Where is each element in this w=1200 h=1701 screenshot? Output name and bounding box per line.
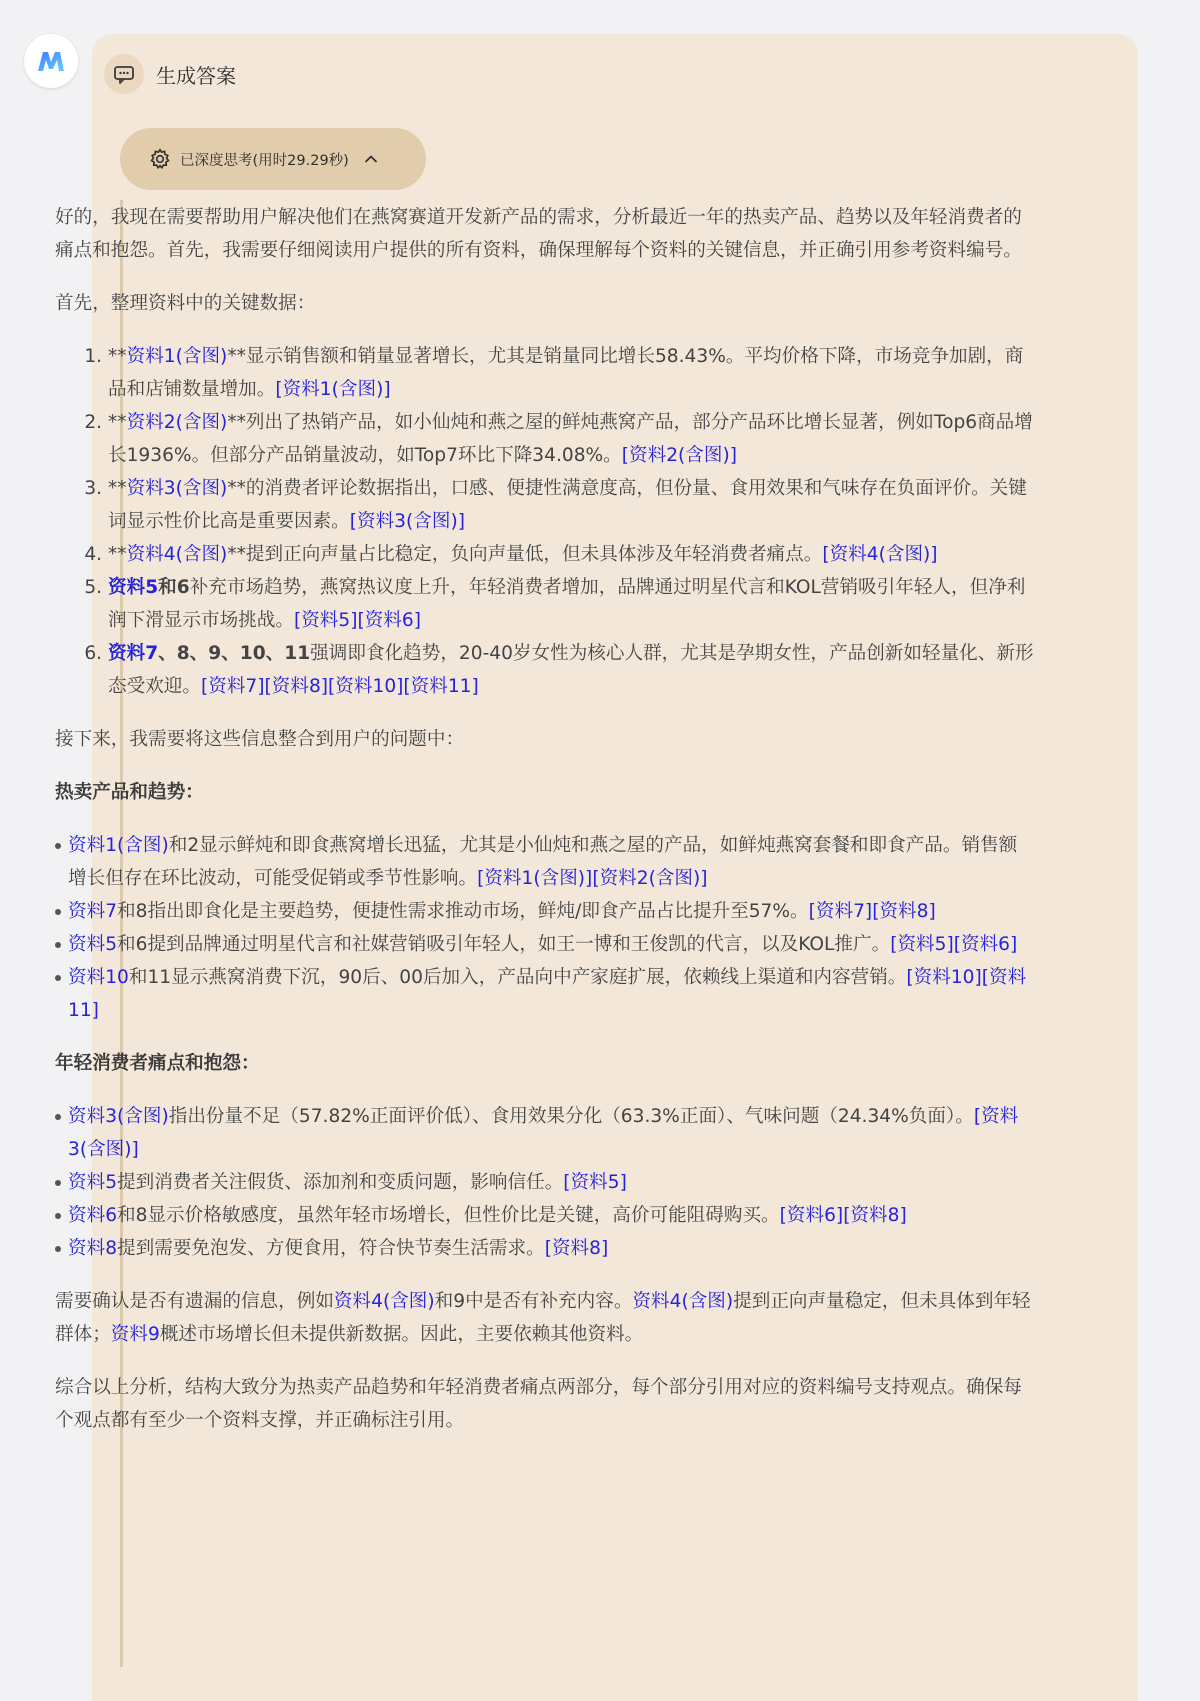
key-data-list [55,340,1035,703]
source-link[interactable]: 资料1(含图) [68,835,169,856]
source-link[interactable]: 资料7 [68,901,118,922]
list-item: 资料5提到消费者关注假货、添加剂和变质问题，影响信任。[资料5] [68,1166,1035,1199]
answer-title: 生成答案 [156,63,236,88]
source-link[interactable]: [资料10] [906,967,982,988]
thinking-label: 已深度思考(用时29.29秒) [180,152,349,169]
conclusion-paragraph: 综合以上分析，结构大致分为热卖产品趋势和年轻消费者痛点两部分，每个部分引用对应的资料编号支持观点。确保每个观点都有至少一个资料支撑，并正确标注引用。 [55,1377,1022,1431]
painpoints-list [55,1100,1035,1265]
source-link[interactable]: [资料6] [953,934,1018,955]
answer-header [104,54,236,94]
list-item: 资料1(含图)和2显示鲜炖和即食燕窝增长迅猛，尤其是小仙炖和燕之屋的产品，如鲜炖燕窝套餐和即食产品。销售额增长但存在环比波动，可能受促销或季节性影响。[资料1(含图)][资料2(含图)] [68,829,1035,895]
source-link[interactable]: [资料7] [808,901,873,922]
source-link[interactable]: [资料8] [544,1238,609,1259]
intro-paragraph: 好的，我现在需要帮助用户解决他们在燕窝赛道开发新产品的需求，分析最近一年的热卖产品、趋势以及年轻消费者的痛点和抱怨。首先，我需要仔细阅读用户提供的所有资料，确保理解每个资料的关键信息，并正确引用参考资料编号。 [55,207,1022,261]
list-item: 资料6和8显示价格敏感度，虽然年轻市场增长，但性价比是关键，高价可能阻碍购买。[资料6][资料8] [68,1199,1035,1232]
source-link[interactable]: 资料5 [108,577,159,598]
list-item: 资料5和6提到品牌通过明星代言和社媒营销吸引年轻人，如王一博和王俊凯的代言，以及KOL推广。[资料5][资料6] [68,928,1035,961]
verification-paragraph: 需要确认是否有遗漏的信息，例如资料4(含图)和9中是否有补充内容。资料4(含图)提到正向声量稳定，但未具体到年轻群体；资料9概述市场增长但未提供新数据。因此，主要依赖其他资料。 [55,1291,1031,1345]
source-link[interactable]: [资料10] [328,676,404,697]
source-link[interactable]: [资料1(含图)] [275,379,391,400]
source-link[interactable]: 资料4(含图) [126,544,228,565]
source-link[interactable]: [资料5] [890,934,954,955]
source-link[interactable]: 资料6 [68,1205,118,1226]
source-link[interactable]: 资料8 [68,1238,118,1259]
source-link[interactable]: [资料4(含图)] [822,544,938,565]
source-link[interactable]: 资料5 [68,1172,118,1193]
list-item: 6. 资料7、8、9、10、11强调即食化趋势，20-40岁女性为核心人群，尤其是孕期女性，产品创新如轻量化、新形态受欢迎。[资料7][资料8][资料10][资料11] [108,637,1035,703]
brand-m-logo-icon [36,49,66,73]
section-heading-trends: 热卖产品和趋势： [55,782,204,803]
list-item: 资料7和8指出即食化是主要趋势，便捷性需求推动市场，鲜炖/即食产品占比提升至57%。[资料7][资料8] [68,895,1035,928]
list-item: 资料10和11显示燕窝消费下沉，90后、00后加入，产品向中产家庭扩展，依赖线上渠道和内容营销。[资料10][资料11] [68,961,1035,1027]
transition-paragraph: 接下来，我需要将这些信息整合到用户的问题中： [55,729,465,750]
source-link[interactable]: 资料9 [110,1324,160,1345]
list-item: 1. **资料1(含图)**显示销售额和销量显著增长，尤其是销量同比增长58.43%。平均价格下降，市场竞争加剧，商品和店铺数量增加。[资料1(含图)] [108,340,1035,406]
source-link[interactable]: [资料6] [357,610,422,631]
trends-list [55,829,1035,1027]
source-link[interactable]: [资料2(含图)] [621,445,738,466]
source-link[interactable]: [资料5] [563,1172,627,1193]
source-link[interactable]: [资料8] [264,676,329,697]
source-link[interactable]: [资料5] [293,610,358,631]
source-link[interactable]: [资料1(含图)] [477,868,593,889]
list-item: 资料3(含图)指出份量不足（57.82%正面评价低）、食用效果分化（63.3%正面）、气味问题（24.34%负面）。[资料3(含图)] [68,1100,1035,1166]
source-link[interactable]: 资料10 [68,967,129,988]
thought-content [55,201,1035,1457]
source-link[interactable]: 资料2(含图) [126,412,228,433]
list-item: 4. **资料4(含图)**提到正向声量占比稳定，负向声量低，但未具体涉及年轻消费者痛点。[资料4(含图)] [108,538,1035,571]
source-link[interactable]: 资料1(含图) [126,346,228,367]
list-item: 3. **资料3(含图)**的消费者评论数据指出，口感、便捷性满意度高，但份量、食用效果和气味存在负面评价。关键词显示性价比高是重要因素。[资料3(含图)] [108,472,1035,538]
source-link[interactable]: 资料3(含图) [68,1106,169,1127]
source-link[interactable]: 资料4(含图) [333,1291,435,1312]
summary-heading-paragraph: 首先，整理资料中的关键数据： [55,293,316,314]
source-link[interactable]: [资料11] [68,967,1027,1021]
source-link[interactable]: [资料3(含图)] [349,511,465,532]
list-item: 2. **资料2(含图)**列出了热销产品，如小仙炖和燕之屋的鲜炖燕窝产品，部分产品环比增长显著，例如Top6商品增长1936%。但部分产品销量波动，如Top7环比下降34.08%。[资料2(含图)] [108,406,1035,472]
source-link[interactable]: [资料2(含图)] [592,868,708,889]
gear-icon [148,147,172,171]
source-link[interactable]: [资料11] [403,676,479,697]
source-link[interactable]: 资料4(含图) [632,1291,734,1312]
source-link[interactable]: [资料8] [872,901,936,922]
source-link[interactable]: [资料3(含图)] [68,1106,1019,1160]
source-link[interactable]: [资料6] [779,1205,844,1226]
source-link[interactable]: [资料8] [843,1205,907,1226]
section-heading-painpoints: 年轻消费者痛点和抱怨： [55,1053,260,1074]
source-link[interactable]: [资料7] [200,676,265,697]
chat-bubble-icon [104,54,144,94]
assistant-avatar [24,34,78,88]
source-link[interactable]: 资料3(含图) [126,478,228,499]
list-item: 资料8提到需要免泡发、方便食用，符合快节奏生活需求。[资料8] [68,1232,1035,1265]
thinking-toggle[interactable] [120,128,426,190]
source-link[interactable]: 资料7 [108,643,159,664]
chevron-up-icon[interactable] [363,151,379,167]
source-link[interactable]: 资料5 [68,934,118,955]
list-item: 5. 资料5和6补充市场趋势，燕窝热议度上升，年轻消费者增加，品牌通过明星代言和KOL营销吸引年轻人，但净利润下滑显示市场挑战。[资料5][资料6] [108,571,1035,637]
